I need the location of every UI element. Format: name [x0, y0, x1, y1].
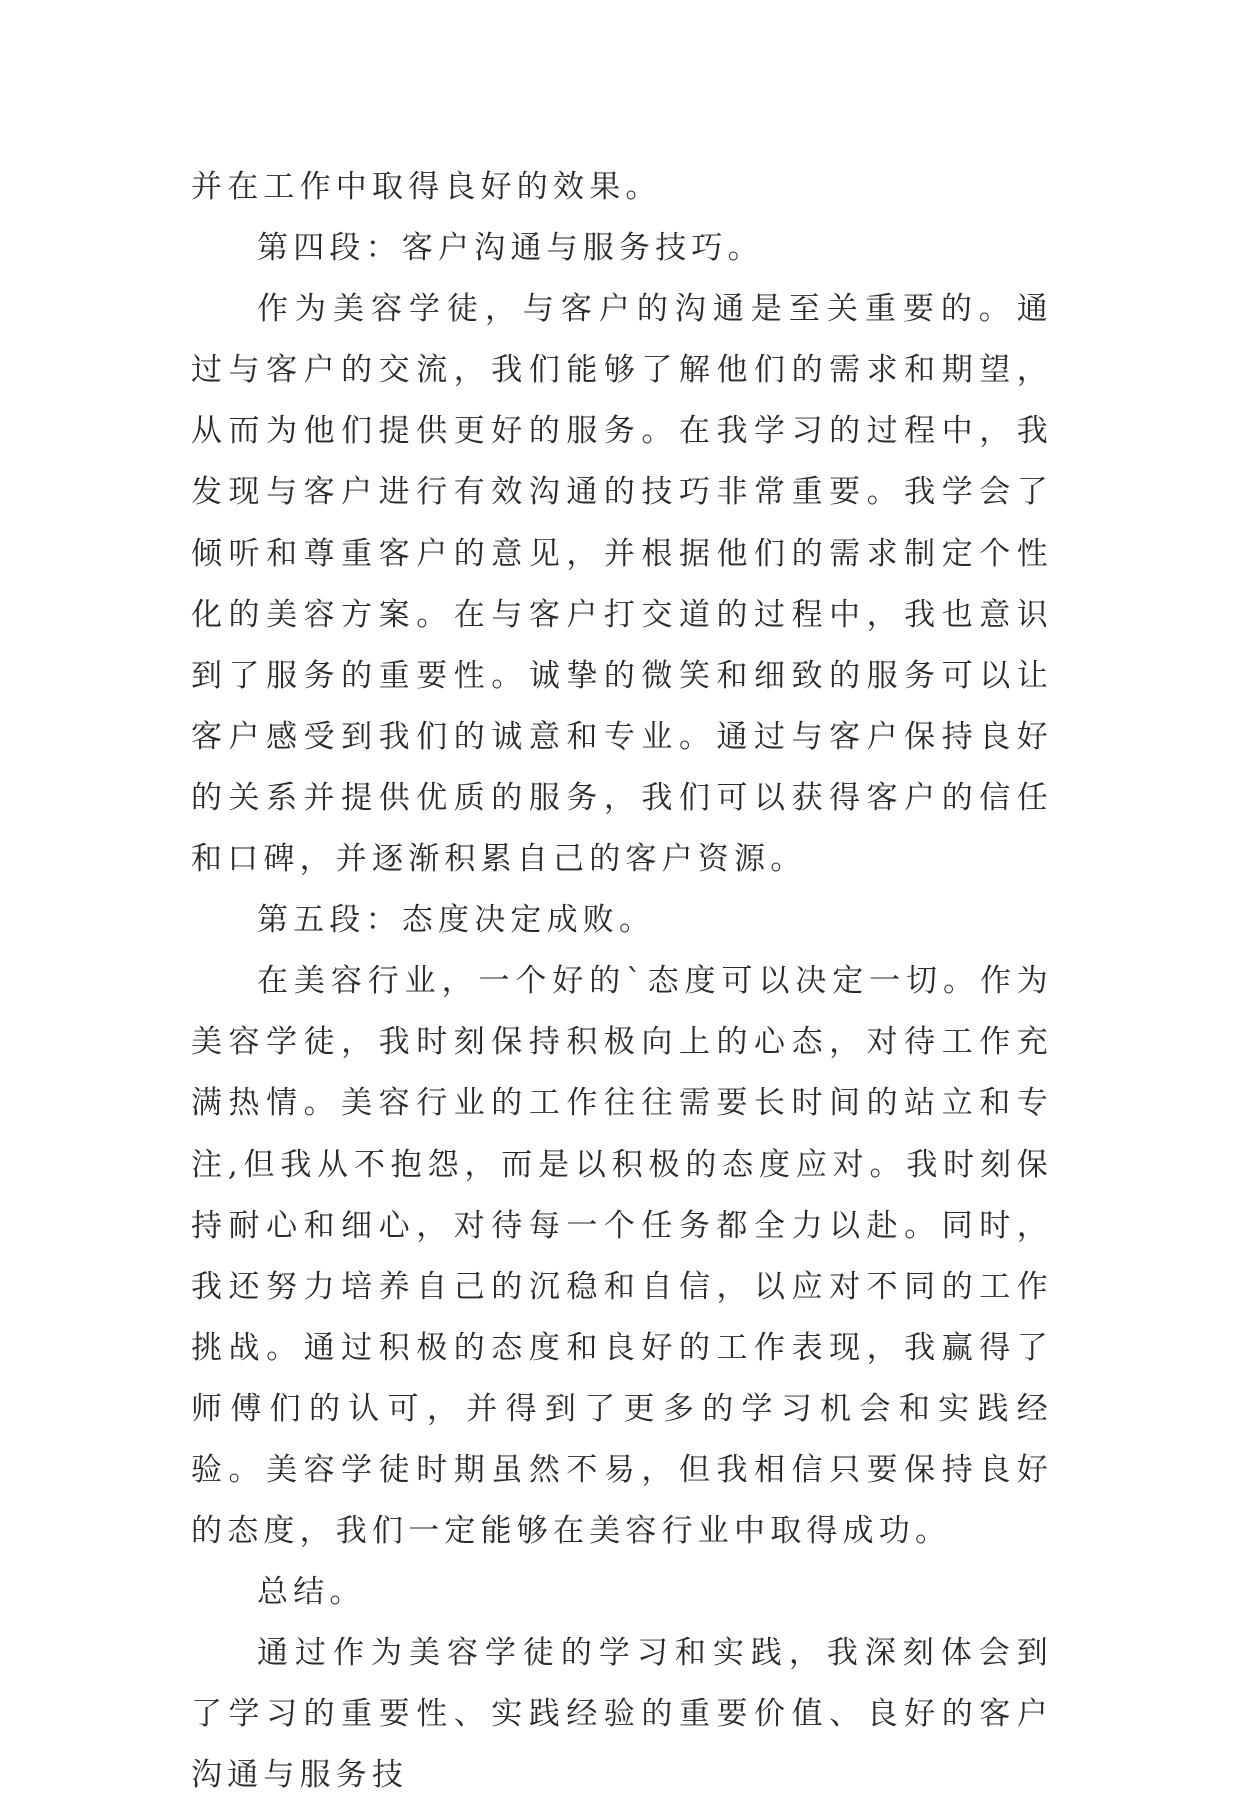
section-heading-4: 第四段：客户沟通与服务技巧。 [257, 230, 764, 267]
paragraph: 作为美容学徒，与客户的沟通是至关重要的。通过与客户的交流，我们能够了解他们的需求和期望，从而为他们提供更好的服务。在我学习的过程中，我发现与客户进行有效沟通的技巧非常重要。我学会了倾听和尊重客户的意见，并根据他们的需求制定个性化的美容方案。在与客户打交道的过程中，我也意识到了服务的重要性。诚挚的微笑和细致的服务可以让客户感受到我们的诚意和专业。通过与客户保持良好的关系并提供优质的服务，我们可以获得客户的信任和口碑，并逐渐积累自己的客户资源。 [191, 291, 1053, 878]
paragraph: 在美容行业，一个好的`态度可以决定一切。作为美容学徒，我时刻保持积极向上的心态，对待工作充满热情。美容行业的工作往往需要长时间的站立和专注,但我从不抱怨，而是以积极的态度应对。我时刻保持耐心和细心，对待每一个任务都全力以赴。同时，我还努力培养自己的沉稳和自信，以应对不同的工作挑战。通过积极的态度和良好的工作表现，我赢得了师傅们的认可，并得到了更多的学习机会和实践经验。美容学徒时期虽然不易，但我相信只要保持良好的态度，我们一定能够在美容行业中取得成功。 [191, 963, 1053, 1550]
document-body [191, 157, 1053, 1807]
summary-heading: 总结。 [257, 1574, 366, 1611]
paragraph: 通过作为美容学徒的学习和实践，我深刻体会到了学习的重要性、实践经验的重要价值、良好的客户沟通与服务技 [191, 1635, 1053, 1794]
paragraph: 并在工作中取得良好的效果。 [191, 169, 662, 205]
section-heading-5: 第五段：态度决定成败。 [257, 902, 656, 939]
